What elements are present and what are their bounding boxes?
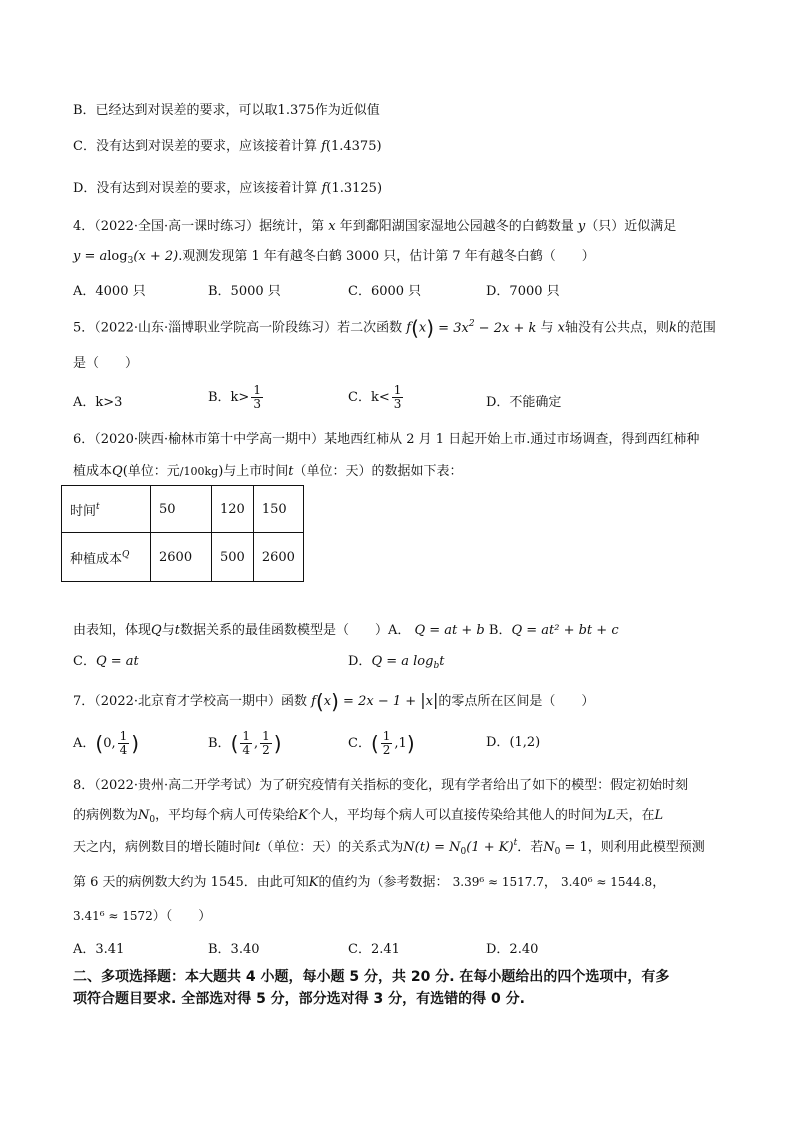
q4-formula-arg: (x + 2): [133, 249, 179, 264]
q8-line5: 3.41⁶ ≈ 1572）（ ）: [73, 909, 212, 924]
q4-text-a: 4．（2022·全国·高一课时练习）据统计，第: [73, 219, 325, 234]
table-row: [62, 486, 304, 533]
q7-option-d: D．(1,2): [486, 735, 541, 750]
q8-ref-2: 3.40⁶ ≈ 1544.8: [560, 875, 653, 889]
q3-option-c-value: (1.4375): [325, 139, 382, 154]
section-heading: 二、多项选择题：本大题共 4 小题，每小题 5 分，共 20 分. 在每小题给出的四个选项中，有多: [73, 969, 670, 985]
table-row: [62, 533, 304, 582]
q8-line3: 天之内，病例数目的增长随时间t（单位：天）的关系式为$N(t) = N_0(1 + K)^t$．若$N_0 = 1$，则利用此模型预测: [73, 838, 705, 857]
q3-option-c: C．没有达到对误差的要求，应该接着计算 f(1.4375): [73, 139, 382, 154]
q6-line2: 植成本Q(单位：元/100kg)与上市时间t（单位：天）的数据如下表：: [73, 464, 463, 479]
q4-text-line2: .观测发现第 1 年有越冬白鹤 3000 只，估计第 7 年有越冬白鹤（ ）: [178, 249, 595, 264]
q6-option-a-formula: Q = at + b: [414, 623, 485, 638]
q8-line1: 8．（2022·贵州·高二开学考试）为了研究疫情有关指标的变化，现有学者给出了如下的模型：假定初始时刻: [73, 778, 689, 793]
q5-option-d: D．不能确定: [486, 395, 562, 410]
q7-option-b: B．( $\frac{1}{4}$ , $\frac{1}{2}$ ): [208, 729, 282, 757]
q7-option-a: A．(0, $\frac{1}{4}$ ): [73, 729, 140, 757]
table-cell: 2600: [151, 533, 212, 582]
q4-line2: [73, 247, 595, 268]
q4-formula-base: 3: [127, 256, 134, 266]
q6-line3: 由表知，体现Q与t数据关系的最佳函数模型是（ ）A． Q = at + b B．Q = at² + bt + c: [73, 623, 619, 638]
q6-option-c: C．Q = at: [73, 654, 139, 669]
q5-text-a: 5．（2022·山东·淄博职业学院高一阶段练习）若二次函数: [73, 320, 403, 336]
q7-option-c: C．( $\frac{1}{2}$ ,1): [348, 729, 415, 757]
q4-formula-a: y = a: [73, 249, 108, 264]
q8-option-b: B．3.40: [208, 942, 260, 957]
q7-formula: f: [311, 694, 316, 709]
q8-line4: 第 6 天的病例数大约为 1545．由此可知K的值约为（参考数据： 3.39⁶ ≈ 1517.7， 3.40⁶ ≈ 1544.8，: [73, 875, 666, 890]
q4-formula-log: log: [107, 249, 128, 264]
q3-option-d: D．没有达到对误差的要求，应该接着计算 f(1.3125): [73, 181, 383, 196]
q4-text-b: 年到鄱阳湖国家湿地公园越冬的白鹤数量: [339, 219, 574, 234]
q4-option-d: D．7000 只: [486, 284, 560, 299]
q3-option-d-text: D．没有达到对误差的要求，应该接着计算: [73, 181, 318, 196]
q5-option-c: C．k< $\frac{1}{3}$: [348, 383, 402, 411]
table-cell: 150: [253, 486, 303, 533]
q5-text-b: 与: [540, 320, 554, 336]
q4-line1: 4．（2022·全国·高一课时练习）据统计，第 x 年到鄱阳湖国家湿地公园越冬的白鹤数量 y（只）近似满足: [73, 219, 677, 234]
q5-text-c: 轴没有公共点，则: [564, 320, 669, 336]
q7-line1: 7．（2022·北京育才学校高一期中）函数 f(x) = 2x − 1 + |x|的零点所在区间是（ ）: [73, 689, 595, 714]
q3-option-d-value: (1.3125): [326, 181, 383, 196]
q4-option-b: B．5000 只: [208, 284, 281, 299]
q3-option-b: B．已经达到对误差的要求，可以取1.375作为近似值: [73, 103, 380, 118]
q3-option-c-text: C．没有达到对误差的要求，应该接着计算: [73, 139, 317, 154]
q6-line1: 6．（2020·陕西·榆林市第十中学高一期中）某地西红柿从 2 月 1 日起开始上市.通过市场调查，得到西红柿种: [73, 432, 700, 447]
q8-ref-3: 3.41⁶ ≈ 1572: [73, 909, 153, 923]
q8-option-c: C．2.41: [348, 942, 400, 957]
q5-option-c-fraction: $\frac{1}{3}$: [393, 383, 402, 411]
q5-formula: f: [406, 320, 412, 336]
q5-line2: 是（ ）: [73, 356, 139, 371]
data-table: [61, 485, 304, 582]
table-cell: 120: [212, 486, 254, 533]
q4-text-c: （只）近似满足: [585, 219, 677, 234]
q5-line1: 5．（2022·山东·淄博职业学院高一阶段练习）若二次函数 $f(x) = 3x^2 - 2x + k$ 与 x轴没有公共点，则k的范围: [73, 316, 716, 340]
table-cell: 2600: [253, 533, 303, 582]
q5-option-b: B．k> $\frac{1}{3}$: [208, 383, 261, 411]
q8-ref-1: 3.39⁶ ≈ 1517.7: [452, 875, 544, 889]
table-cell: 500: [212, 533, 254, 582]
q5-option-b-fraction: $\frac{1}{3}$: [253, 383, 261, 411]
table-cell: 50: [151, 486, 212, 533]
q6-option-b-formula: Q = at² + bt + c: [511, 623, 619, 638]
q4-option-c: C．6000 只: [348, 284, 422, 299]
q8-line2: 的病例数为$N_0$，平均每个病人可传染给K个人，平均每个病人可以直接传染给其他人的时间为L天，在L: [73, 808, 664, 825]
q6-option-d: D．Q = a $\log_bt$: [348, 654, 445, 671]
q4-option-a: A．4000 只: [73, 284, 146, 299]
q5-option-a: A．k>3: [73, 395, 123, 410]
section-heading-line2: 项符合题目要求. 全部选对得 5 分，部分选对得 3 分，有选错的得 0 分.: [73, 991, 525, 1007]
q8-option-a: A．3.41: [73, 942, 125, 957]
q8-option-d: D．2.40: [486, 942, 539, 957]
table-cell-label: 种植成本$^Q$: [62, 533, 151, 582]
table-cell-label: 时间$^t$: [62, 486, 151, 533]
q5-text-d: 的范围: [676, 320, 716, 336]
